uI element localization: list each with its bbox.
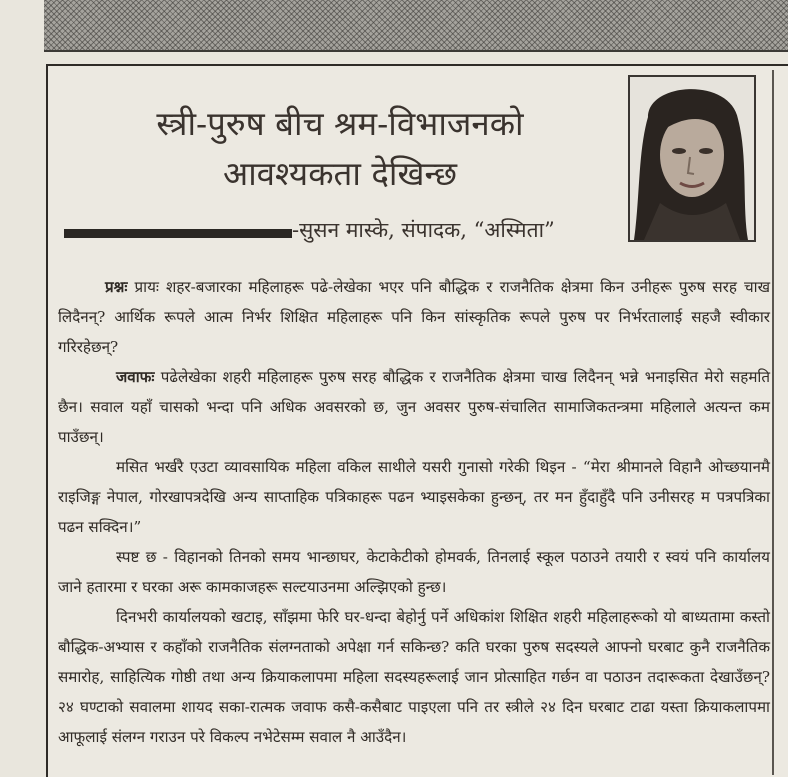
question-label: प्रश्नः bbox=[105, 278, 128, 296]
headline-line-2: आवश्यकता देखिन्छ bbox=[222, 154, 458, 193]
headline-line-1: स्त्री-पुरुष बीच श्रम-विभाजनको bbox=[156, 104, 524, 143]
answer-text: पढेलेखेका शहरी महिलाहरू पुरुष सरह बौद्धिक र राजनैतिक क्षेत्रमा चाख लिदैनन् भन्ने भनाइसित मेरो सहमति छैन। सवाल यहाँ चासको भन्दा पनि अधिक अवसरको छ, जुन अवसर पुरुष-संचालित सामाजिकतन्त्रमा महिलाले अत्यन्त कम पाउँछन्। bbox=[58, 368, 770, 446]
paragraph-3: मसित भर्खरै एउटा व्यावसायिक महिला वकिल साथीले यसरी गुनासो गरेकी थिइन - “मेरा श्रीमानले विहानै ओच्छयानमै राइजिङ्ग नेपाल, गोरखापत्रदेखि अन्य साप्ताहिक पत्रिकाहरू पढन भ्याइसकेका हुन्छन्, तर मन हुँदाहुँदै पनि उनीसरह म पत्रपत्रिका पढन सक्दिन।” bbox=[58, 458, 770, 536]
byline-rule bbox=[64, 229, 292, 238]
author-photo bbox=[628, 75, 756, 242]
paragraph-answer bbox=[58, 362, 770, 452]
header-pattern-band bbox=[44, 0, 788, 52]
paragraph-5: दिनभरी कार्यालयको खटाइ, साँझमा फेरि घर-धन्दा बेहोर्नु पर्ने अधिकांश शिक्षित शहरी महिलाहरूको यो बाध्यतामा कस्तो बौद्धिक-अभ्यास र कहाँको राजनैतिक संलग्नताको अपेक्षा गर्न सकिन्छ? कति घरका पुरुष सदस्यले आफ्नो घरबाट कुनै राजनैतिक समारोह, साहित्यिक गोष्ठी तथा अन्य क्रियाकलापमा महिला सदस्यहरूलाई जान प्रोत्साहित गर्छन वा पठाउन तदारूकता देखाउँछन्? २४ घण्टाको सवालमा शायद सका-रात्मक जवाफ कसै-कसैबाट पाइएला पनि तर स्त्रीले २४ दिन घरबाट टाढा यस्ता क्रियाकलापमा आफूलाई संलग्न गराउन परे विकल्प नभेटेसम्म सवाल नै आउँदैन। bbox=[58, 608, 770, 746]
column-divider bbox=[772, 70, 774, 775]
paragraph-4: स्पष्ट छ - विहानको तिनको समय भान्छाघर, केटाकेटीको होमवर्क, तिनलाई स्कूल पठाउने तयारी र स्वयं पनि कार्यालय जाने हतारमा र घरका अरू कामकाजहरू सल्टयाउनमा अल्झिएको हुन्छ। bbox=[58, 548, 770, 596]
byline: -सुसन मास्के, संपादक, “अस्मिता” bbox=[292, 218, 555, 242]
question-text: प्रायः शहर-बजारका महिलाहरू पढे-लेखेका भएर पनि बौद्धिक र राजनैतिक क्षेत्रमा किन उनीहरू पुरुष सरह चाख लिदैनन्? आर्थिक रूपले आत्म निर्भर शिक्षित महिलाहरू पनि किन सांस्कृतिक रूपले पुरुष पर निर्भरतालाई सहजै स्वीकार गरिरहेछन्? bbox=[58, 278, 770, 356]
paragraph-question bbox=[58, 272, 770, 362]
answer-label: जवाफः bbox=[116, 368, 155, 386]
